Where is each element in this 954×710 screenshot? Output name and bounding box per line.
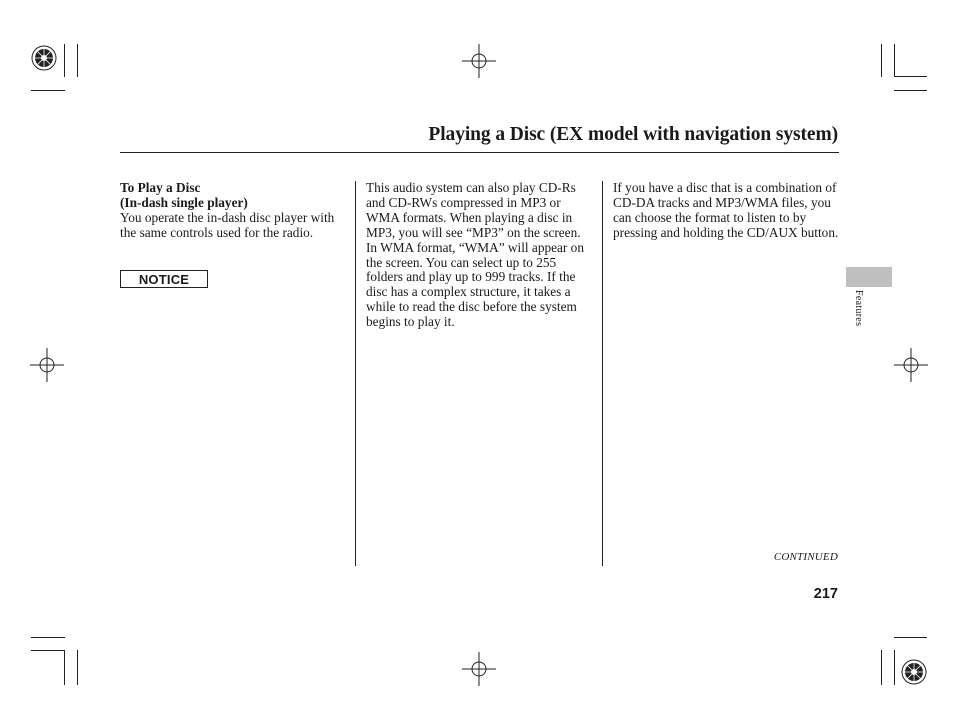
- column-1-body: You operate the in-dash disc player with the same controls used for the radio.: [120, 209, 335, 240]
- crosshair-icon: [462, 652, 496, 686]
- title-rule: [120, 152, 839, 153]
- page-number: 217: [813, 586, 838, 602]
- column-divider: [602, 181, 603, 566]
- crop-line: [64, 650, 65, 685]
- page-title: Playing a Disc (EX model with navigation system): [428, 124, 838, 145]
- section-tab-label: Features: [853, 290, 864, 327]
- section-heading: To Play a Disc: [120, 180, 201, 195]
- crop-line: [894, 90, 927, 91]
- crop-line: [881, 44, 882, 77]
- column-2: [366, 181, 594, 330]
- column-2-body: This audio system can also play CD-Rs and CD-RWs compressed in MP3 or WMA formats. When playing a disc in MP3, you will see “MP3” on the screen. In WMA format, “WMA” will appear on the screen. You can select up to 255 folders and play up to 999 tracks. If the disc has a complex structure, it takes a while to read the disc before the system begins to play it.: [366, 180, 584, 330]
- column-3-body: If you have a disc that is a combination of CD-DA tracks and MP3/WMA files, you can choose the format to listen to by pressing and holding the CD/AUX button.: [613, 180, 839, 240]
- crop-line: [894, 44, 895, 77]
- crop-line: [77, 44, 78, 77]
- section-tab: [846, 267, 892, 287]
- crop-line: [894, 76, 927, 77]
- crop-line: [31, 650, 65, 651]
- column-3: [613, 181, 843, 241]
- crop-line: [881, 650, 882, 685]
- crop-line: [31, 637, 65, 638]
- continued-label: CONTINUED: [773, 551, 838, 563]
- crop-line: [894, 637, 927, 638]
- column-divider: [355, 181, 356, 566]
- crop-line: [894, 650, 895, 685]
- registration-target-icon: [900, 658, 928, 686]
- crosshair-icon: [30, 348, 64, 382]
- column-1: [120, 181, 345, 241]
- registration-target-icon: [30, 44, 58, 72]
- crop-line: [64, 44, 65, 77]
- crop-line: [77, 650, 78, 685]
- crosshair-icon: [894, 348, 928, 382]
- crosshair-icon: [462, 44, 496, 78]
- notice-badge: NOTICE: [120, 270, 208, 288]
- crop-line: [31, 90, 65, 91]
- section-subheading: (In-dash single player): [120, 194, 248, 210]
